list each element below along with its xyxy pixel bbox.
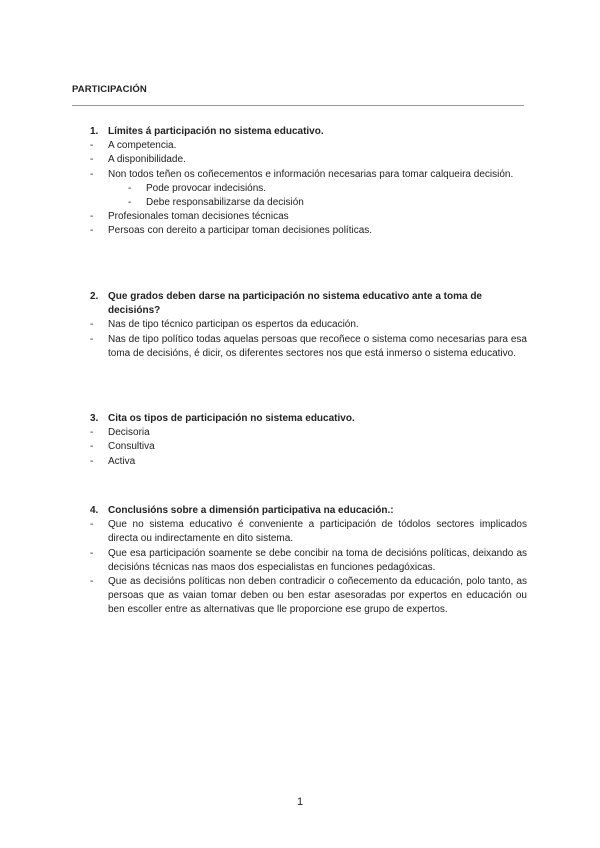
section-heading (90, 290, 527, 318)
section-heading (90, 125, 527, 139)
section-heading-text: Cita os tipos de participación no sistema educativo. (108, 413, 355, 424)
list-item (90, 547, 527, 575)
section-heading-text: Límites á participación no sistema educativo. (108, 126, 324, 137)
list-item (90, 224, 527, 238)
bullet-list (90, 210, 527, 238)
list-item-text: A competencia. (108, 140, 177, 152)
sub-list-item-text: Debe responsabilizarse da decisión (146, 197, 304, 209)
bullet-list (90, 139, 527, 182)
dash-bullet: - (90, 168, 94, 180)
section-number: 3. (90, 413, 99, 424)
dash-bullet: - (90, 333, 94, 345)
list-item-text: Non todos teñen os coñecementos e información necesarias para tomar calqueira decisión. (108, 168, 514, 180)
title-divider (72, 105, 524, 106)
page-title: PARTICIPACIÓN (72, 84, 147, 95)
list-item (90, 210, 527, 224)
list-item-text: Consultiva (108, 441, 155, 453)
list-item-text: Que esa participación soamente se debe concibir na toma de decisións políticas, deixando as decisións técnicas nas maos dos especialistas en funciones pedagóxicas. (108, 547, 527, 573)
sub-list-item-text: Pode provocar indecisións. (146, 182, 267, 194)
dash-bullet: - (90, 140, 94, 152)
list-item (90, 440, 527, 454)
list-item (90, 168, 527, 182)
section-heading (90, 504, 527, 518)
list-item (90, 139, 527, 153)
list-item (90, 575, 527, 618)
dash-bullet: - (90, 455, 94, 467)
bullet-list (90, 518, 527, 617)
list-item-text: Profesionales toman decisiones técnicas (108, 211, 289, 223)
bullet-list (90, 318, 527, 361)
section-number: 4. (90, 505, 99, 516)
list-item-text: Que as decisións políticas non deben contradicir o coñecemento da educación, polo tanto, as persoas que as vaian tomar deben ou ben estar asesoradas por expertos en educación ou ben escoller entre as alternativas que lle proporcione ese grupo de expertos. (108, 576, 527, 616)
list-item (90, 333, 527, 361)
dash-bullet: - (90, 225, 94, 237)
dash-bullet: - (90, 547, 94, 559)
dash-bullet: - (90, 319, 94, 331)
list-item (90, 455, 527, 469)
section-number: 2. (90, 291, 99, 302)
section-heading-text: Que grados deben darse na participación no sistema educativo ante a toma de decisións? (108, 291, 482, 317)
dash-bullet: - (90, 427, 94, 439)
list-item (90, 318, 527, 332)
section-number: 1. (90, 126, 99, 137)
list-item-text: Que no sistema educativo é conveniente a participación de tódolos sectores implicados directa ou indirectamente en dito sistema. (108, 519, 527, 545)
list-item (90, 518, 527, 546)
dash-bullet: - (128, 182, 132, 194)
list-item-text: Activa (108, 455, 136, 467)
list-item-text: Persoas con dereito a participar toman decisiones políticas. (108, 225, 373, 237)
list-item-text: Decisoria (108, 427, 150, 439)
dash-bullet: - (90, 519, 94, 531)
list-item (90, 153, 527, 167)
dash-bullet: - (128, 197, 132, 209)
list-item-text: Nas de tipo técnico participan os espertos da educación. (108, 319, 359, 331)
list-item (90, 426, 527, 440)
list-item-text: A disponibilidade. (108, 154, 186, 166)
sub-list-item (128, 182, 527, 196)
sub-bullet-list (90, 182, 527, 210)
page-number: 1 (296, 796, 304, 808)
dash-bullet: - (90, 211, 94, 223)
dash-bullet: - (90, 154, 94, 166)
dash-bullet: - (90, 576, 94, 588)
section-heading (90, 412, 527, 426)
section-heading-text: Conclusións sobre a dimensión participativa na educación.: (108, 505, 394, 516)
list-item-text: Nas de tipo político todas aquelas persoas que recoñece o sistema como necesarias para esa toma de decisións, é dicir, os diferentes sectores nos que está inmerso o sistema educativo. (108, 333, 527, 359)
bullet-list (90, 426, 527, 469)
sub-list-item (128, 196, 527, 210)
section-3 (90, 412, 527, 469)
section-4 (90, 504, 527, 618)
section-2 (90, 290, 527, 361)
dash-bullet: - (90, 441, 94, 453)
section-1 (90, 125, 527, 239)
